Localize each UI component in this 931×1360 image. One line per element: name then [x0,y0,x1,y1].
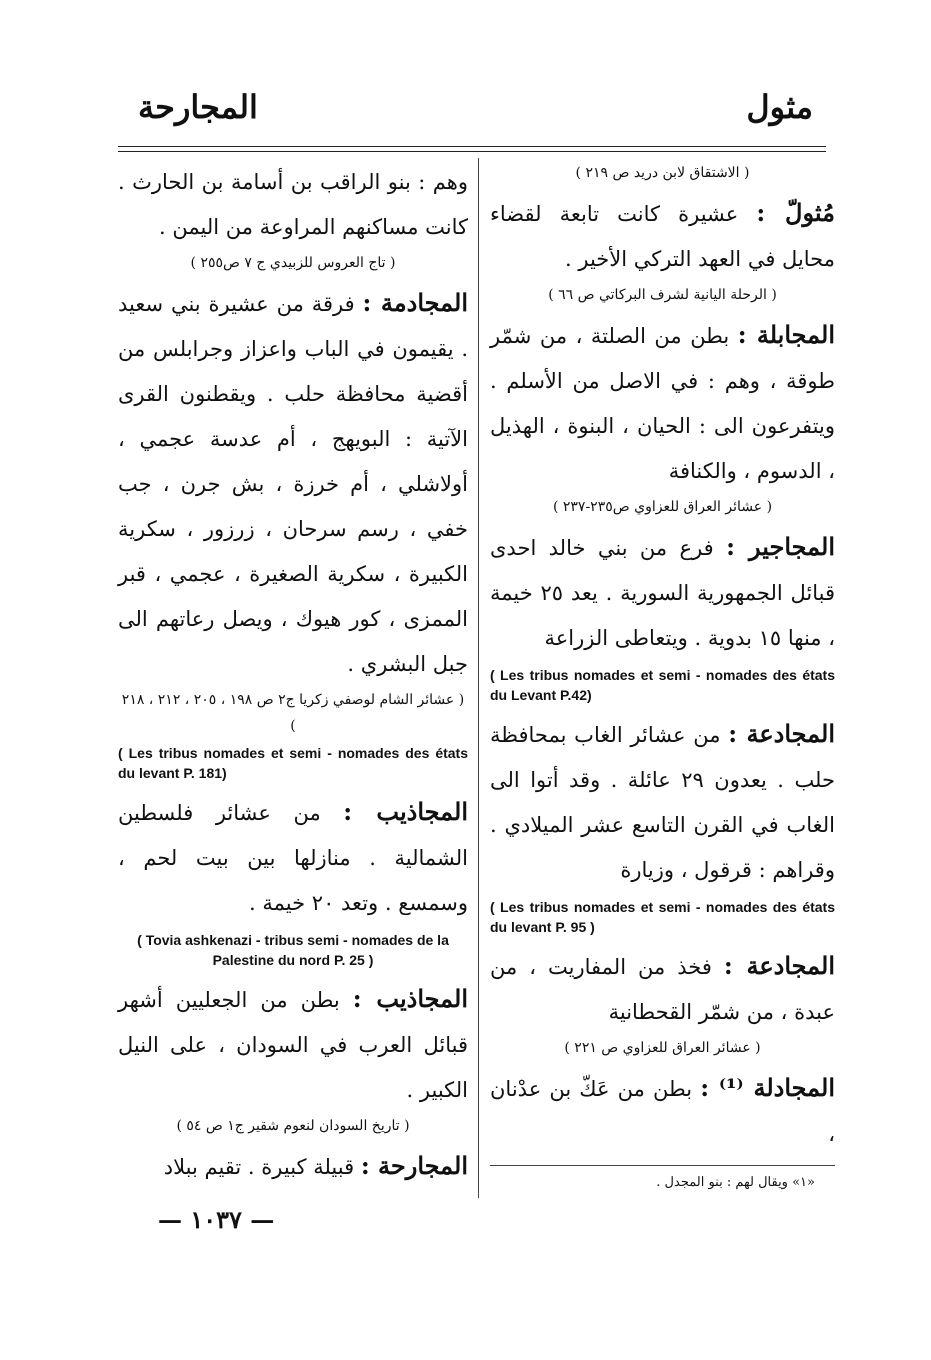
latin-citation: ( Tovia ashkenazi - tribus semi - nomades de la Palestine du nord P. 25 ) [137,932,449,968]
entry-paragraph [118,789,468,926]
source-citation: ( عشائر العراق للعزاوي ص٢٣٥-٢٣٧ ) [552,499,773,515]
running-header-left: المجارحة [138,88,258,126]
source-citation: ( عشائر العراق للعزاوي ص ٢٢١ ) [564,1040,761,1056]
entry-term: المجادعة : [723,951,836,980]
entry-text: وهم : بنو الراقب بن أسامة بن الحارث . كانت مساكنهم المراوعة من اليمن . [118,170,468,239]
entry-term: المجارحة : [360,1151,468,1180]
entry-paragraph [118,160,468,250]
header-rule-bottom [118,151,826,152]
entry-text: عشيرة كانت تابعة لقضاء محايل في العهد التركي الأخير . [490,202,835,271]
entry-term: المجابلة : [737,320,835,349]
entry-term: المجاجير : [726,532,835,561]
entry-paragraph [490,524,835,661]
entry-paragraph [490,190,835,282]
entry-text: قبيلة كبيرة . تقيم ببلاد [163,1155,361,1179]
entry-term: المجادعة : [728,719,835,748]
entry-paragraph [490,943,835,1035]
entry-text: فرع من بني خالد احدى قبائل الجمهورية السورية . يعد ٢٥ خيمة ، منها ١٥ بدوية . ويتعاطى الزراعة [490,536,835,650]
source-citation: ( تاج العروس للزبيدي ج ٧ ص٢٥٥ ) [190,255,396,271]
running-header-right: مثول [746,88,813,126]
source-citation: ( الاشتقاق لابن دريد ص ٢١٩ ) [575,165,750,181]
page-number: — ١٠٣٧ — [158,1205,275,1234]
entry-term: المجادلة ⁽¹⁾ : [700,1073,835,1102]
latin-citation: ( Les tribus nomades et semi - nomades des états du Levant P.42) [490,667,835,703]
entry-text: بطن من الصلتة ، من شمّر طوقة ، وهم : في الاصل من الأسلم . ويتفرعون الى : الحيان ، البنوة ، الهذيل ، الدسوم ، والكنافة [490,324,835,483]
entry-paragraph [490,1065,835,1157]
footnote: «١» ويقال لهم : بنو المجدل . [656,1175,815,1190]
entry-paragraph [118,976,468,1113]
entry-paragraph [118,1143,468,1190]
entry-text: من عشائر الغاب بمحافظة حلب . يعدون ٢٩ عائلة . وقد أتوا الى الغاب في القرن التاسع عشر الميلادي . وقراهم : قرقول ، وزيارة [490,723,835,882]
entry-paragraph [490,711,835,893]
right-column [490,160,835,1194]
latin-citation: ( Les tribus nomades et semi - nomades des états du levant P. 181) [118,745,468,781]
left-column [118,160,468,1190]
entry-term: المجاذيب : [352,984,468,1013]
source-citation: ( تاريخ السودان لنعوم شقير ج١ ص ٥٤ ) [176,1118,410,1134]
header-rule-top [118,146,826,147]
source-citation: ( الرحلة اليانية لشرف البركاتي ص ٦٦ ) [548,287,777,303]
footnote-rule [490,1165,835,1166]
column-separator [478,158,479,1198]
entry-text: بطن من الجعليين أشهر قبائل العرب في السودان ، على النيل الكبير . [118,988,468,1102]
latin-citation: ( Les tribus nomades et semi - nomades des états du levant P. 95 ) [490,899,835,935]
entry-text: بطن من عَكّ بن عدْنان ، [490,1077,835,1146]
source-citation: ( عشائر الشام لوصفي زكريا ج٢ ص ١٩٨ ، ٢٠٥ ، ٢١٢ ، ٢١٨ ) [121,692,465,734]
entry-text: من عشائر فلسطين الشمالية . منازلها بين بيت لحم ، وسمسع . وتعد ٢٠ خيمة . [118,801,468,915]
entry-text: فخذ من المفاريت ، من عبدة ، من شمّر القحطانية [490,955,835,1024]
entry-text: فرقة من عشيرة بني سعيد . يقيمون في الباب واعزاز وجرابلس من أقضية محافظة حلب . ويقطنون القرى الآتية : البويهج ، أم عدسة عجمي ، أولاشلي ، أم خرزة ، بش جرن ، جب خفي ، رسم سرحان ، زرزور ، سكرية الكبيرة ، سكرية الصغيرة ، عجمي ، قبر الممزى ، كور هيوك ، ويصل رعاتهم الى جبل البشري . [118,292,468,676]
entry-term: المجاذيب : [343,797,468,826]
entry-term: مُثولّ : [756,198,835,227]
entry-paragraph [118,280,468,687]
entry-term: المجادمة : [362,288,468,317]
entry-paragraph [490,312,835,494]
